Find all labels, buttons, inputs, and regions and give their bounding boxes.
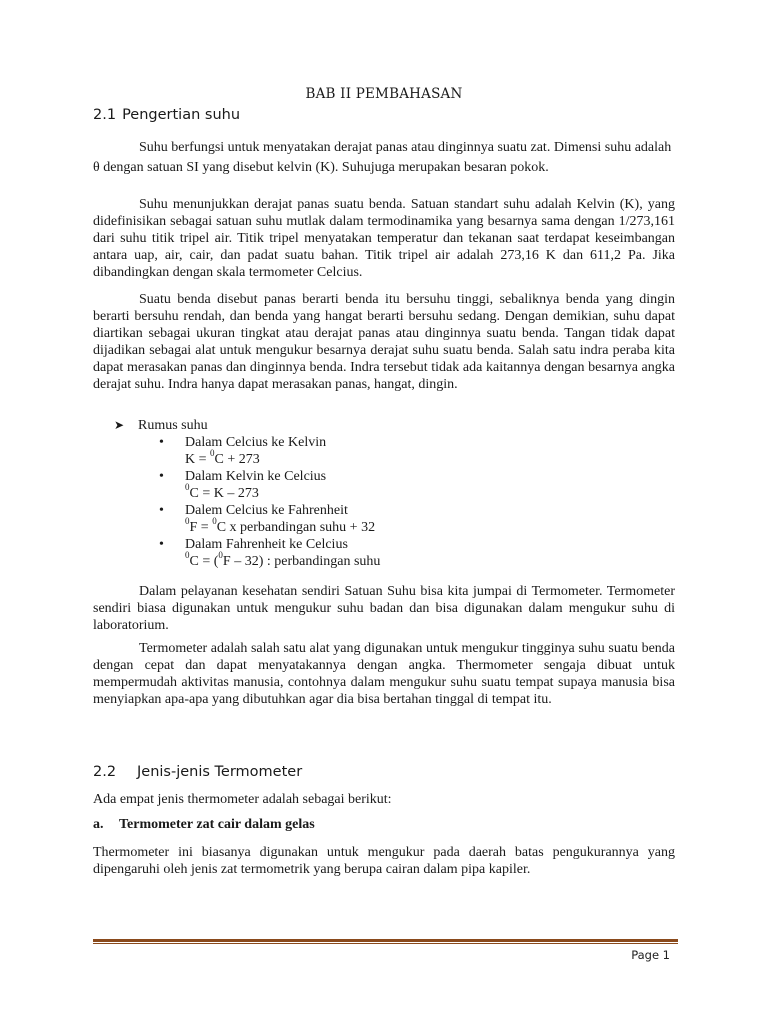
formula-list xyxy=(114,417,674,570)
paragraph: Ada empat jenis thermometer adalah sebagai berikut: xyxy=(93,792,392,807)
formula-expression: K = $^0$C + 273 xyxy=(185,448,260,467)
bullet-dot-icon: • xyxy=(159,435,164,450)
formula-items xyxy=(159,434,674,570)
footer-divider-thin-line xyxy=(93,943,678,944)
section-heading-2-2 xyxy=(93,764,302,780)
bullet-dot-icon: • xyxy=(159,469,164,484)
list-item xyxy=(159,536,674,570)
formula-label: Dalam Kelvin ke Celcius xyxy=(185,469,327,484)
subsection-title: Termometer zat cair dalam gelas xyxy=(119,817,315,832)
formula-expression: $^0$F = $^0$C x perbandingan suhu + 32 xyxy=(185,516,376,535)
section-title: Jenis-jenis Termometer xyxy=(137,764,303,780)
footer-divider-thick-line xyxy=(93,939,678,942)
section-heading-2-1 xyxy=(93,107,240,123)
list-heading-row xyxy=(114,417,674,434)
subsection-letter: a. xyxy=(93,817,104,832)
section-title: Pengertian suhu xyxy=(122,107,241,123)
bullet-dot-icon: • xyxy=(159,537,164,552)
paragraph: Termometer adalah salah satu alat yang digunakan untuk mengukur tingginya suhu suatu benda dengan cepat dan dapat menyatakannya dengan angka. Thermometer sengaja dibuat untuk mempermudah aktivitas manusia, contohnya dalam mengukur suhu suatu tempat supaya manusia bisa menyiapkan apa-apa yang dibutuhkan agar dia bisa bertahan tinggal di tempat itu. xyxy=(93,641,675,707)
section-number: 2.1 xyxy=(93,107,117,123)
paragraph: Dalam pelayanan kesehatan sendiri Satuan Suhu bisa kita jumpai di Termometer. Termometer sendiri biasa digunakan untuk mengukur suhu badan dan bisa digunakan dalam mengukur suhu di laboratorium. xyxy=(93,584,675,633)
formula-expression: $^0$C = ($^0$F – 32) : perbandingan suhu xyxy=(185,550,381,569)
paragraph: Suhu berfungsi untuk menyatakan derajat panas atau dinginnya suatu zat. Dimensi suhu adalah θ dengan satuan SI yang disebut kelvin (K). Suhujuga merupakan besaran pokok. xyxy=(93,140,672,175)
formula-label: Dalam Fahrenheit ke Celcius xyxy=(185,537,348,552)
chapter-title: BAB II PEMBAHASAN xyxy=(305,86,463,102)
list-heading: Rumus suhu xyxy=(138,418,208,433)
list-item xyxy=(159,468,674,502)
document-page xyxy=(93,0,675,1024)
formula-expression: $^0$C = K – 273 xyxy=(185,482,259,501)
formula-label: Dalem Celcius ke Fahrenheit xyxy=(185,503,348,518)
section-number: 2.2 xyxy=(93,764,117,780)
formula-label: Dalam Celcius ke Kelvin xyxy=(185,435,327,450)
list-item xyxy=(159,434,674,468)
footer-divider xyxy=(93,939,678,945)
arrow-bullet-icon: ➤ xyxy=(114,418,125,432)
subsection-heading-a xyxy=(93,817,315,833)
paragraph: Suatu benda disebut panas berarti benda itu bersuhu tinggi, sebaliknya benda yang dingin berarti bersuhu rendah, dan benda yang hangat berarti bersuhu sedang. Dengan demikian, suhu dapat diartikan sebagai ukuran tingkat atau derajat panas atau dinginnya suatu benda. Tangan tidak dapat dijadikan sebagai alat untuk mengukur besarnya derajat suhu suatu benda. Salah satu indra peraba kita dapat merasakan panas dan dinginnya benda. Indra tersebut tidak ada kaitannya dengan besarnya angka derajat suhu. Indra hanya dapat merasakan panas, hangat, dingin. xyxy=(93,292,675,392)
list-item xyxy=(159,502,674,536)
paragraph: Suhu menunjukkan derajat panas suatu benda. Satuan standart suhu adalah Kelvin (K), yang didefinisikan sebagai satuan suhu mutlak dalam termodinamika yang besarnya sama dengan 1/273,161 dari suhu titik tripel air. Titik tripel menyatakan temperatur dan tekanan saat terdapat keseimbangan antara uap, air, cair, dan padat suatu bahan. Titik tripel air adalah 273,16 K dan 611,2 Pa. Jika dibandingkan dengan skala termometer Celcius. xyxy=(93,197,675,280)
page-number: Page 1 xyxy=(631,948,670,962)
bullet-dot-icon: • xyxy=(159,503,164,518)
paragraph: Thermometer ini biasanya digunakan untuk mengukur pada daerah batas pengukurannya yang dipengaruhi oleh jenis zat termometrik yang berupa cairan dalam pipa kapiler. xyxy=(93,845,675,877)
